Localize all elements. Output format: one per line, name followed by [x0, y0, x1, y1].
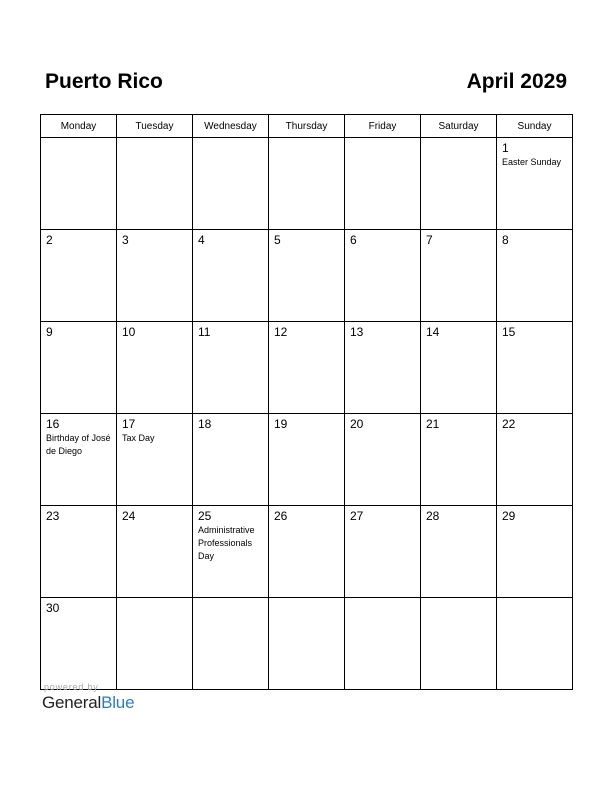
day-cell — [497, 322, 573, 414]
day-cell — [117, 506, 193, 598]
day-number: 7 — [426, 233, 433, 247]
day-cell — [497, 598, 573, 690]
generalblue-logo — [42, 693, 134, 713]
day-cell — [421, 322, 497, 414]
day-cell — [193, 414, 269, 506]
calendar-grid — [40, 114, 573, 690]
day-cell — [421, 598, 497, 690]
day-cell — [41, 138, 117, 230]
weekday-monday: Monday — [41, 115, 117, 138]
holiday-label: Tax Day — [122, 433, 155, 443]
day-number: 10 — [122, 325, 136, 339]
day-number: 27 — [350, 509, 364, 523]
day-number: 28 — [426, 509, 440, 523]
logo-part-blue: Blue — [101, 693, 135, 712]
calendar-header — [45, 70, 567, 100]
day-number: 15 — [502, 325, 516, 339]
month-year-title: April 2029 — [466, 70, 567, 93]
day-cell — [193, 230, 269, 322]
day-cell — [41, 322, 117, 414]
day-cell — [497, 414, 573, 506]
day-number: 19 — [274, 417, 288, 431]
day-cell — [269, 598, 345, 690]
weekday-sunday: Sunday — [497, 115, 573, 138]
day-cell — [269, 414, 345, 506]
day-cell — [193, 598, 269, 690]
week-row — [41, 414, 573, 506]
weekday-thursday: Thursday — [269, 115, 345, 138]
day-cell — [345, 322, 421, 414]
day-cell — [497, 138, 573, 230]
day-number: 8 — [502, 233, 509, 247]
day-cell — [345, 414, 421, 506]
day-cell — [41, 506, 117, 598]
day-cell — [497, 230, 573, 322]
day-cell — [117, 414, 193, 506]
day-cell — [41, 414, 117, 506]
day-cell — [193, 138, 269, 230]
day-cell — [421, 230, 497, 322]
day-number: 5 — [274, 233, 281, 247]
day-cell — [345, 598, 421, 690]
day-number: 30 — [46, 601, 60, 615]
day-number: 13 — [350, 325, 364, 339]
day-cell — [117, 138, 193, 230]
day-number: 17 — [122, 417, 136, 431]
day-cell — [269, 506, 345, 598]
weekday-friday: Friday — [345, 115, 421, 138]
day-cell — [41, 598, 117, 690]
day-cell — [117, 322, 193, 414]
day-cell — [421, 414, 497, 506]
week-row — [41, 322, 573, 414]
day-cell — [345, 230, 421, 322]
day-number: 3 — [122, 233, 129, 247]
day-number: 16 — [46, 417, 60, 431]
day-number: 1 — [502, 141, 509, 155]
powered-by-text: powered by — [44, 682, 99, 692]
week-row — [41, 506, 573, 598]
day-cell — [345, 138, 421, 230]
day-number: 9 — [46, 325, 53, 339]
day-number: 14 — [426, 325, 440, 339]
week-row — [41, 230, 573, 322]
country-title: Puerto Rico — [45, 70, 163, 93]
weekday-wednesday: Wednesday — [193, 115, 269, 138]
day-cell — [193, 506, 269, 598]
week-row — [41, 138, 573, 230]
holiday-label: Easter Sunday — [502, 157, 562, 167]
day-cell — [497, 506, 573, 598]
day-number: 21 — [426, 417, 440, 431]
day-cell — [269, 138, 345, 230]
day-number: 25 — [198, 509, 212, 523]
day-number: 29 — [502, 509, 516, 523]
day-cell — [345, 506, 421, 598]
day-number: 11 — [198, 325, 211, 339]
day-number: 22 — [502, 417, 516, 431]
day-number: 23 — [46, 509, 60, 523]
day-cell — [269, 322, 345, 414]
day-cell — [269, 230, 345, 322]
day-number: 6 — [350, 233, 357, 247]
day-number: 20 — [350, 417, 364, 431]
day-number: 18 — [198, 417, 212, 431]
day-number: 2 — [46, 233, 53, 247]
day-cell — [193, 322, 269, 414]
weekday-saturday: Saturday — [421, 115, 497, 138]
day-cell — [41, 230, 117, 322]
day-number: 26 — [274, 509, 288, 523]
brand-footer — [42, 682, 134, 713]
day-number: 12 — [274, 325, 288, 339]
day-number: 4 — [198, 233, 205, 247]
day-cell — [117, 598, 193, 690]
day-cell — [421, 506, 497, 598]
weekday-tuesday: Tuesday — [117, 115, 193, 138]
holiday-label: Administrative Professionals Day — [198, 525, 255, 561]
weekday-header-row — [41, 115, 573, 138]
week-row — [41, 598, 573, 690]
holiday-label: Birthday of José de Diego — [46, 433, 111, 456]
day-number: 24 — [122, 509, 136, 523]
day-cell — [117, 230, 193, 322]
day-cell — [421, 138, 497, 230]
logo-part-general: General — [42, 693, 102, 712]
calendar-body — [41, 138, 573, 690]
